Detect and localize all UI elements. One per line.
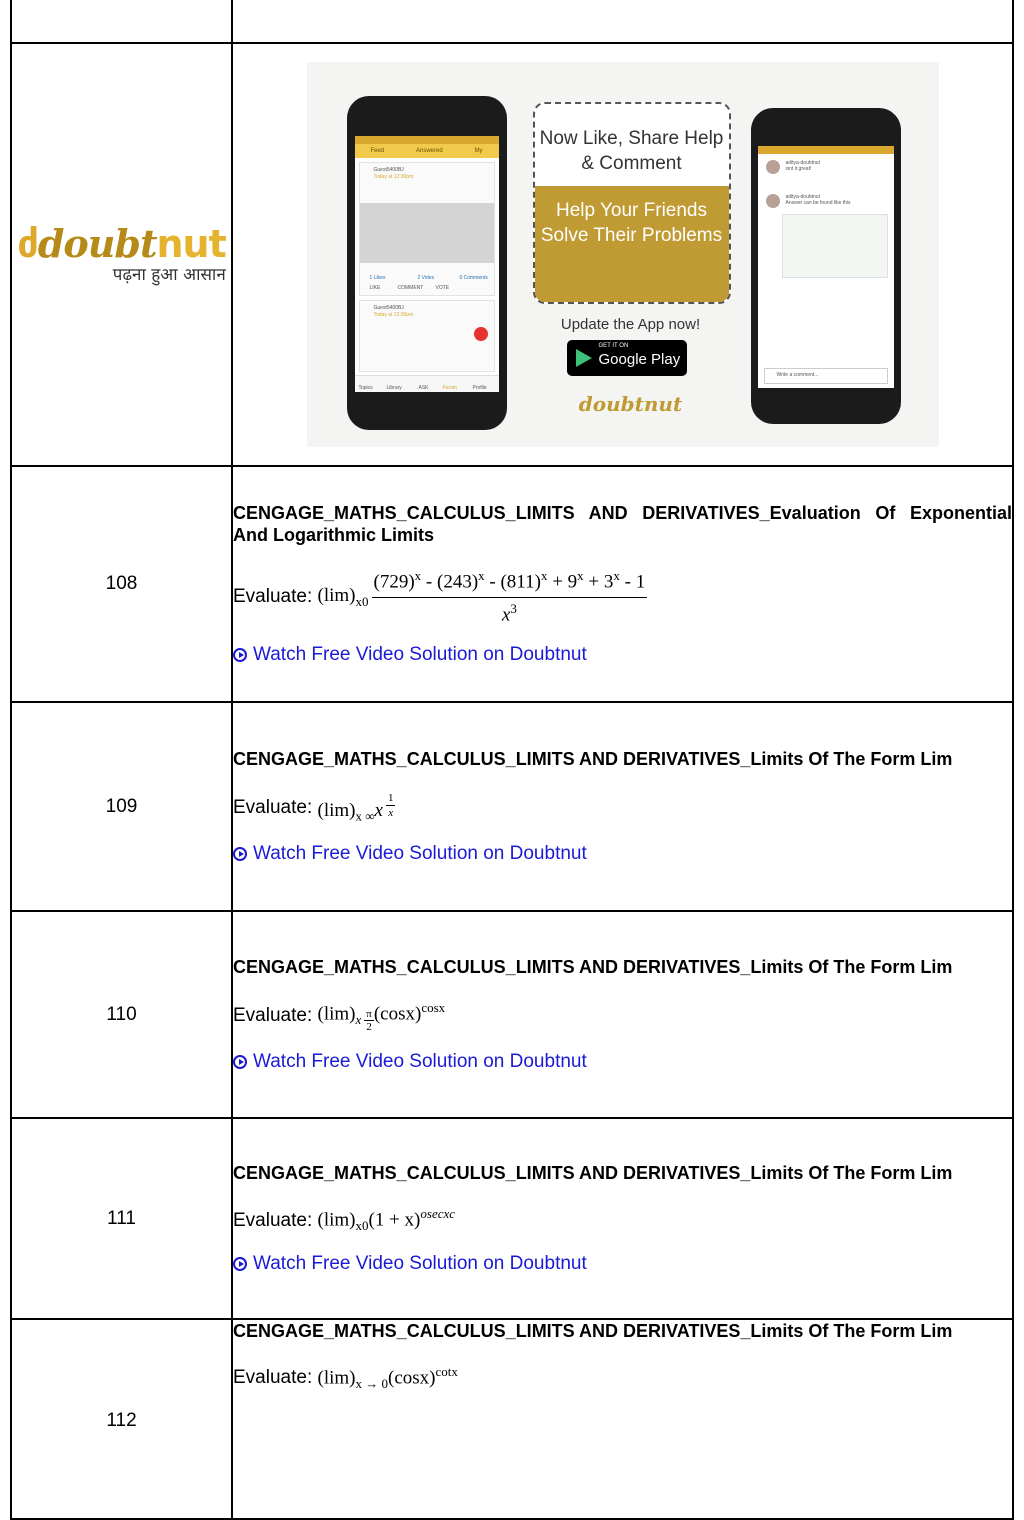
play-circle-icon [233,648,247,662]
logo-cell [11,43,232,466]
exponent: 3 [510,600,517,616]
problem-title: CENGAGE_MATHS_CALCULUS_LIMITS AND DERIVATIVES_Limits Of The Form Lim [233,1163,953,1184]
math-expression [318,792,396,825]
lim-symbol: (lim) [317,1209,356,1231]
feed-tabs [355,144,499,158]
fraction-numerator: 1 [387,792,394,805]
exponent: x [540,568,548,584]
subscript-fraction [364,1008,374,1033]
table-row [11,702,1013,911]
problem-title: CENGAGE_MATHS_CALCULUS_LIMITS AND DERIVATIVES_Limits Of The Form Lim [233,956,953,977]
watch-video-link[interactable] [233,843,1012,865]
term: x [501,603,511,625]
watch-video-link[interactable] [233,1253,1012,1275]
logo-word-1: doubt [37,221,157,266]
play-circle-icon [233,1055,247,1069]
fraction-denominator [502,598,517,626]
like-action: LIKE [369,285,381,291]
exponent: cosx [421,999,446,1015]
banner-row [11,43,1013,466]
evaluate-label: Evaluate: [233,1005,313,1027]
watch-video-link[interactable] [233,1051,1012,1073]
lim-subscript: x → 0 [355,1376,389,1392]
empty-cell [232,0,1013,43]
ask-fab-icon [474,327,488,341]
term: (cosx) [388,1367,436,1389]
exponent: x [613,568,620,584]
term: - 1 [619,571,646,593]
fraction-numerator: π [366,1008,372,1021]
card-votes: 2 Votes [417,275,435,281]
empty-cell [11,0,232,43]
lim-subscript: x0 [355,594,369,610]
lim-symbol: (lim) [317,585,356,607]
nav-profile: Profile [472,385,487,391]
question-image [360,203,494,263]
answer-image [782,214,888,278]
math-expression [318,1206,456,1234]
watch-video-link[interactable] [233,644,1012,666]
lim-subscript: x [355,1011,362,1027]
chat-user: aditya-doubtnut [785,194,820,200]
app-promo-banner[interactable] [307,62,939,447]
evaluate-label: Evaluate: [233,1367,313,1389]
tab-my: My [474,148,483,154]
left-phone-screen [355,136,499,392]
logo-word-2: nut [156,222,226,266]
bottom-nav [355,375,499,392]
card-likes: 1 Likes [369,275,386,281]
promo-top-text: Now Like, Share Help & Comment [539,128,724,174]
watch-link-text: Watch Free Video Solution on Doubtnut [253,1051,587,1073]
tab-feed: Feed [370,148,385,154]
gplay-big-label: Google Play [598,351,681,368]
watch-link-text: Watch Free Video Solution on Doubtnut [253,643,587,665]
card-time: Today at 12:30pm [373,174,414,180]
problem-number: 108 [11,466,232,702]
problem-cell [232,911,1013,1118]
status-bar [758,146,894,154]
exponent-fraction [386,792,396,819]
exponent: x [577,568,584,584]
left-phone-image [347,96,507,430]
exponent: cotx [435,1364,458,1379]
update-text: Update the App now! [560,316,701,333]
nav-ask: ASK [418,385,429,391]
play-store-icon [576,349,592,367]
table-row [11,1118,1013,1319]
card-user: Guest5400BJ [373,305,404,311]
logo-mark-icon: ძ [17,222,38,266]
term: x [374,800,383,821]
chat-message: isnt it great! [785,166,812,172]
problem-title: CENGAGE_MATHS_CALCULUS_LIMITS AND DERIVATIVES_Limits Of The Form Lim [233,1321,953,1341]
watch-link-text: Watch Free Video Solution on Doubtnut [253,1252,587,1274]
term: + 3 [583,571,614,593]
fraction-denominator: 2 [366,1021,372,1034]
fraction-denominator: x [388,807,394,820]
lim-symbol: (lim) [317,800,356,821]
chat-message: Answer can be found like this [785,200,851,206]
exponent: x [414,568,422,584]
chat-user: aditya-doubtnut [785,160,820,166]
gplay-small-label: GET IT ON [598,343,629,349]
problem-cell [232,1319,1013,1519]
math-expression [318,1364,458,1392]
question-card [359,162,495,296]
right-phone-image [751,108,901,424]
vote-action: VOTE [435,285,450,291]
term: - (243) [421,571,479,593]
table-row [11,0,1013,43]
problem-statement [233,568,1012,626]
fraction-numerator [372,568,648,597]
math-expression [318,568,648,626]
card-user: Guest5400BJ [373,167,404,173]
lim-subscript: x ∞ [355,808,375,824]
problem-number: 109 [11,702,232,911]
promo-box [533,102,731,304]
term: (729) [373,571,415,593]
evaluate-label: Evaluate: [233,797,313,819]
problem-statement [233,1000,1012,1034]
fraction [372,568,648,626]
math-expression [318,1000,446,1034]
term: - (811) [484,571,541,593]
avatar [766,160,780,174]
term: (cosx) [373,1003,422,1024]
banner-cell [232,43,1013,466]
banner-logo: doubtnut [578,392,683,416]
nav-topics: Topics [358,385,373,391]
problem-title: CENGAGE_MATHS_CALCULUS_LIMITS AND DERIVATIVES_Evaluation Of Exponential And Logarithmic Limits [233,503,1012,546]
google-play-button[interactable] [567,340,687,376]
doubtnut-logo [17,221,226,285]
problem-statement [233,1206,1012,1234]
table-row [11,911,1013,1118]
tab-answered: Answered [416,148,443,154]
play-circle-icon [233,847,247,861]
table-row [11,1319,1013,1519]
promo-bottom-text: Help Your Friends Solve Their Problems [535,186,729,302]
comment-input: Write a comment... [764,368,888,384]
problem-cell [232,702,1013,911]
exponent: x [478,568,485,584]
nav-forum: Forum [442,385,457,391]
watch-link-text: Watch Free Video Solution on Doubtnut [253,842,587,864]
right-phone-screen [758,146,894,388]
lim-subscript: x0 [355,1218,369,1234]
table-row [11,466,1013,702]
lim-symbol: (lim) [317,1367,356,1389]
card-time: Today at 12:30pm [373,312,414,318]
exponent: osecxc [420,1206,456,1222]
problem-cell [232,1118,1013,1319]
problem-statement [233,792,1012,825]
evaluate-label: Evaluate: [233,1209,313,1231]
term: (1 + x) [368,1209,421,1231]
term: + 9 [547,571,578,593]
problems-table [10,0,1014,1520]
problem-number: 111 [11,1118,232,1319]
nav-library: Library [386,385,402,391]
lim-symbol: (lim) [317,1003,356,1024]
problem-statement [233,1364,1012,1392]
avatar [766,194,780,208]
card-comments: 0 Comments [459,275,488,281]
problem-cell [232,466,1013,702]
evaluate-label: Evaluate: [233,586,313,607]
question-card [359,300,495,372]
problem-number: 112 [11,1319,232,1519]
logo-tagline: पढ़ना हुआ आसान [112,265,226,285]
play-circle-icon [233,1257,247,1271]
comment-action: COMMENT [397,285,424,291]
problem-number: 110 [11,911,232,1118]
status-bar [355,136,499,144]
problem-title: CENGAGE_MATHS_CALCULUS_LIMITS AND DERIVATIVES_Limits Of The Form Lim [233,749,953,770]
